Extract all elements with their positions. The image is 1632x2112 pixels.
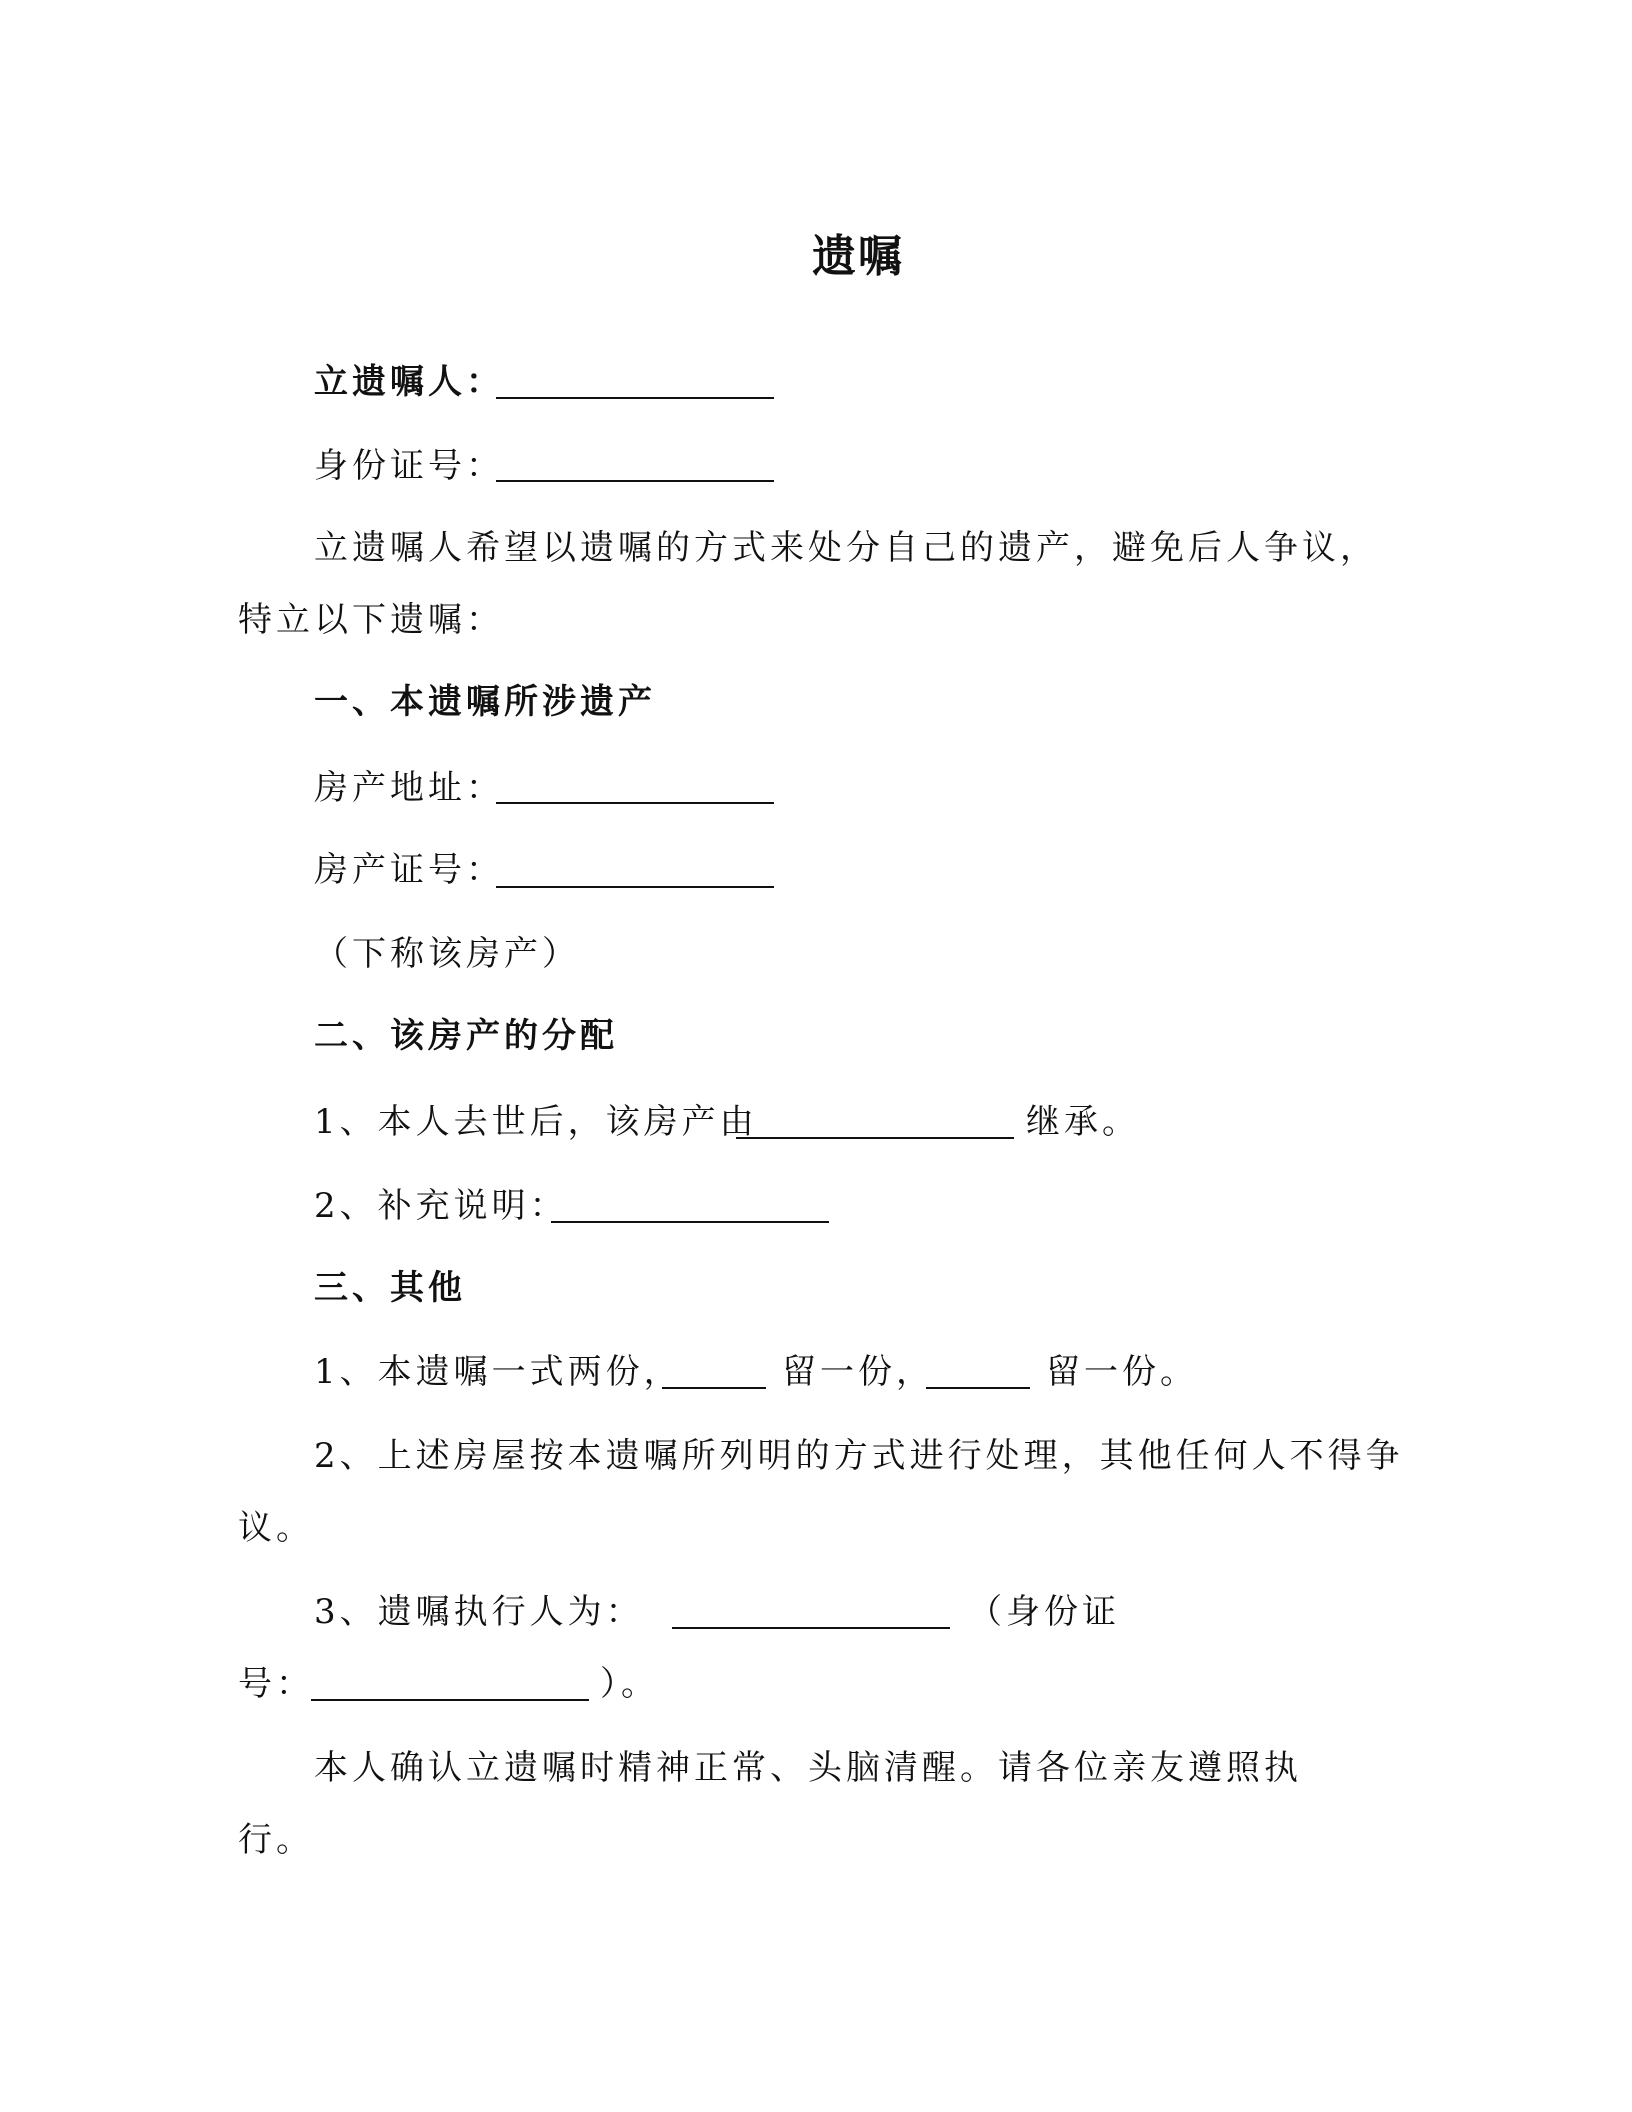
id-number-label: 身份证号： <box>314 446 504 486</box>
closing-line-1: 本人确认立遗嘱时精神正常、头脑清醒。请各位亲友遵照执 <box>314 1748 1302 1788</box>
supplement-blank[interactable] <box>551 1221 829 1223</box>
executor-id-paren: （身份证 <box>968 1592 1120 1632</box>
id-number-blank[interactable] <box>496 480 774 482</box>
supplement-label: 2、补充说明： <box>314 1186 568 1226</box>
section-1-heading: 一、本遗嘱所涉遗产 <box>314 682 656 722</box>
property-cert-label: 房产证号： <box>314 850 504 890</box>
copies-item-suffix: 留一份。 <box>1046 1352 1198 1392</box>
property-note: （下称该房产） <box>314 934 580 974</box>
disposition-line-2: 议。 <box>238 1508 314 1548</box>
section-2-heading: 二、该房产的分配 <box>314 1016 618 1056</box>
section-3-heading: 三、其他 <box>314 1268 466 1308</box>
copies-item-mid: 留一份， <box>782 1352 934 1392</box>
testator-label: 立遗嘱人： <box>314 362 504 402</box>
testator-blank[interactable] <box>496 397 774 399</box>
intro-line-1: 立遗嘱人希望以遗嘱的方式来处分自己的遗产，避免后人争议， <box>314 528 1378 568</box>
intro-line-2: 特立以下遗嘱： <box>238 600 504 640</box>
property-address-label: 房产地址： <box>314 768 504 808</box>
executor-id-blank[interactable] <box>311 1699 589 1701</box>
document-title: 遗嘱 <box>812 231 904 282</box>
copies-item-prefix: 1、本遗嘱一式两份， <box>314 1352 682 1392</box>
closing-line-2: 行。 <box>238 1820 314 1860</box>
property-address-blank[interactable] <box>496 802 774 804</box>
disposition-line-1: 2、上述房屋按本遗嘱所列明的方式进行处理，其他任何人不得争 <box>314 1436 1404 1476</box>
inheritance-item-prefix: 1、本人去世后，该房产由 <box>314 1102 758 1142</box>
inheritance-item-suffix: 继承。 <box>1026 1102 1140 1142</box>
executor-id-suffix: ）。 <box>600 1664 659 1704</box>
executor-label: 3、遗嘱执行人为： <box>314 1592 644 1632</box>
property-cert-blank[interactable] <box>496 886 774 888</box>
copy-holder-2-blank[interactable] <box>926 1387 1030 1389</box>
heir-blank[interactable] <box>736 1137 1014 1139</box>
copy-holder-1-blank[interactable] <box>662 1387 766 1389</box>
executor-name-blank[interactable] <box>672 1627 950 1629</box>
executor-id-prefix: 号： <box>238 1664 314 1704</box>
